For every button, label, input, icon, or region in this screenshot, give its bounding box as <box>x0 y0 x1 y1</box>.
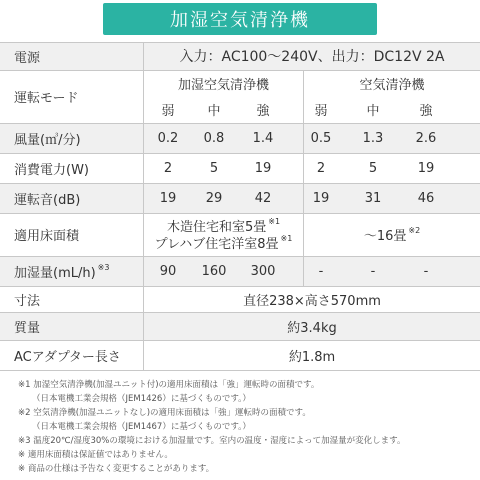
floor-area-purifier-text: 〜16畳 <box>363 229 407 244</box>
humidification-value: - <box>423 263 429 279</box>
humidification-value: - <box>370 263 376 279</box>
mass-label: 質量 <box>14 320 41 336</box>
humidification-label <box>14 256 109 286</box>
adapter-length-value: 約1.8m <box>288 349 336 365</box>
mode-group-humidifying: 加湿空気清浄機 <box>177 77 269 93</box>
noise-value: 42 <box>254 190 272 206</box>
footnote-mark: ※3 <box>97 262 110 272</box>
power-consumption-value: 5 <box>368 160 378 176</box>
power-consumption-value: 2 <box>316 160 326 176</box>
airflow-value: 0.8 <box>203 130 225 146</box>
mode-group-purifier: 空気清浄機 <box>359 77 425 93</box>
footnote: （日本電機工業会規格（JEM1467）に基づくものです。） <box>32 422 251 432</box>
power-consumption-value: 19 <box>417 160 435 176</box>
divider <box>0 370 480 371</box>
floor-area-line2 <box>144 233 303 251</box>
footnote: ※2 空気清浄機(加湿ユニットなし)の適用床面積は「強」運転時の面積です。 <box>18 408 311 418</box>
floor-area-label: 適用床面積 <box>14 229 80 244</box>
power-consumption-value: 2 <box>163 160 173 176</box>
footnote: ※ 適用床面積は保証値ではありません。 <box>18 450 173 460</box>
footnote-mark: ※2 <box>408 226 421 235</box>
power-value: 入力：AC100〜240V、出力：DC12V 2A <box>179 49 445 65</box>
airflow-value: 2.6 <box>415 130 437 146</box>
humidification-label-text: 加湿量(mL/h) <box>14 265 96 281</box>
noise-label: 運転音(dB) <box>14 192 81 208</box>
humidification-value: 160 <box>201 263 227 279</box>
floor-area-purifier <box>304 213 480 256</box>
size-value: 直径238×高さ570mm <box>243 293 381 309</box>
footnote: （日本電機工業会規格（JEM1426）に基づくものです。） <box>32 394 251 404</box>
footnote-mark: ※1 <box>280 233 293 243</box>
power-consumption-value: 5 <box>209 160 219 176</box>
footnote-mark: ※1 <box>268 216 281 226</box>
humidification-value: 300 <box>250 263 276 279</box>
mode-level: 強 <box>256 103 270 119</box>
noise-value: 19 <box>312 190 330 206</box>
airflow-value: 1.3 <box>362 130 384 146</box>
power-consumption-label: 消費電力(W) <box>14 162 89 178</box>
airflow-label: 風量(㎥/分) <box>14 132 81 148</box>
power-label: 電源 <box>14 50 41 66</box>
footnote: ※1 加湿空気清浄機(加湿ユニット付)の適用床面積は「強」運転時の面積です。 <box>18 380 320 390</box>
mode-level: 弱 <box>314 103 328 119</box>
mode-level: 強 <box>419 103 433 119</box>
humidification-value: - <box>318 263 324 279</box>
page-title: 加湿空気清浄機 <box>103 3 377 35</box>
noise-value: 29 <box>205 190 223 206</box>
mass-value: 約3.4kg <box>287 320 337 336</box>
airflow-value: 0.5 <box>310 130 332 146</box>
humidification-value: 90 <box>159 263 177 279</box>
power-consumption-value: 19 <box>254 160 272 176</box>
floor-area-line1 <box>144 216 303 234</box>
noise-value: 46 <box>417 190 435 206</box>
noise-value: 31 <box>364 190 382 206</box>
mode-level: 弱 <box>161 103 175 119</box>
mode-level: 中 <box>207 103 221 119</box>
airflow-value: 0.2 <box>157 130 179 146</box>
footnote: ※3 温度20℃/湿度30%の環境における加湿量です。室内の温度・湿度によって加湿量が変化します。 <box>18 436 406 446</box>
footnote: ※ 商品の仕様は予告なく変更することがあります。 <box>18 464 215 474</box>
floor-area-line1-text: 木造住宅和室5畳 <box>166 219 267 235</box>
floor-area-line2-text: プレハブ住宅洋室8畳 <box>154 236 279 252</box>
noise-value: 19 <box>159 190 177 206</box>
airflow-value: 1.4 <box>252 130 274 146</box>
mode-level: 中 <box>366 103 380 119</box>
size-label: 寸法 <box>14 293 41 309</box>
mode-label: 運転モード <box>14 91 79 106</box>
adapter-length-label: ACアダプター長さ <box>14 349 121 365</box>
